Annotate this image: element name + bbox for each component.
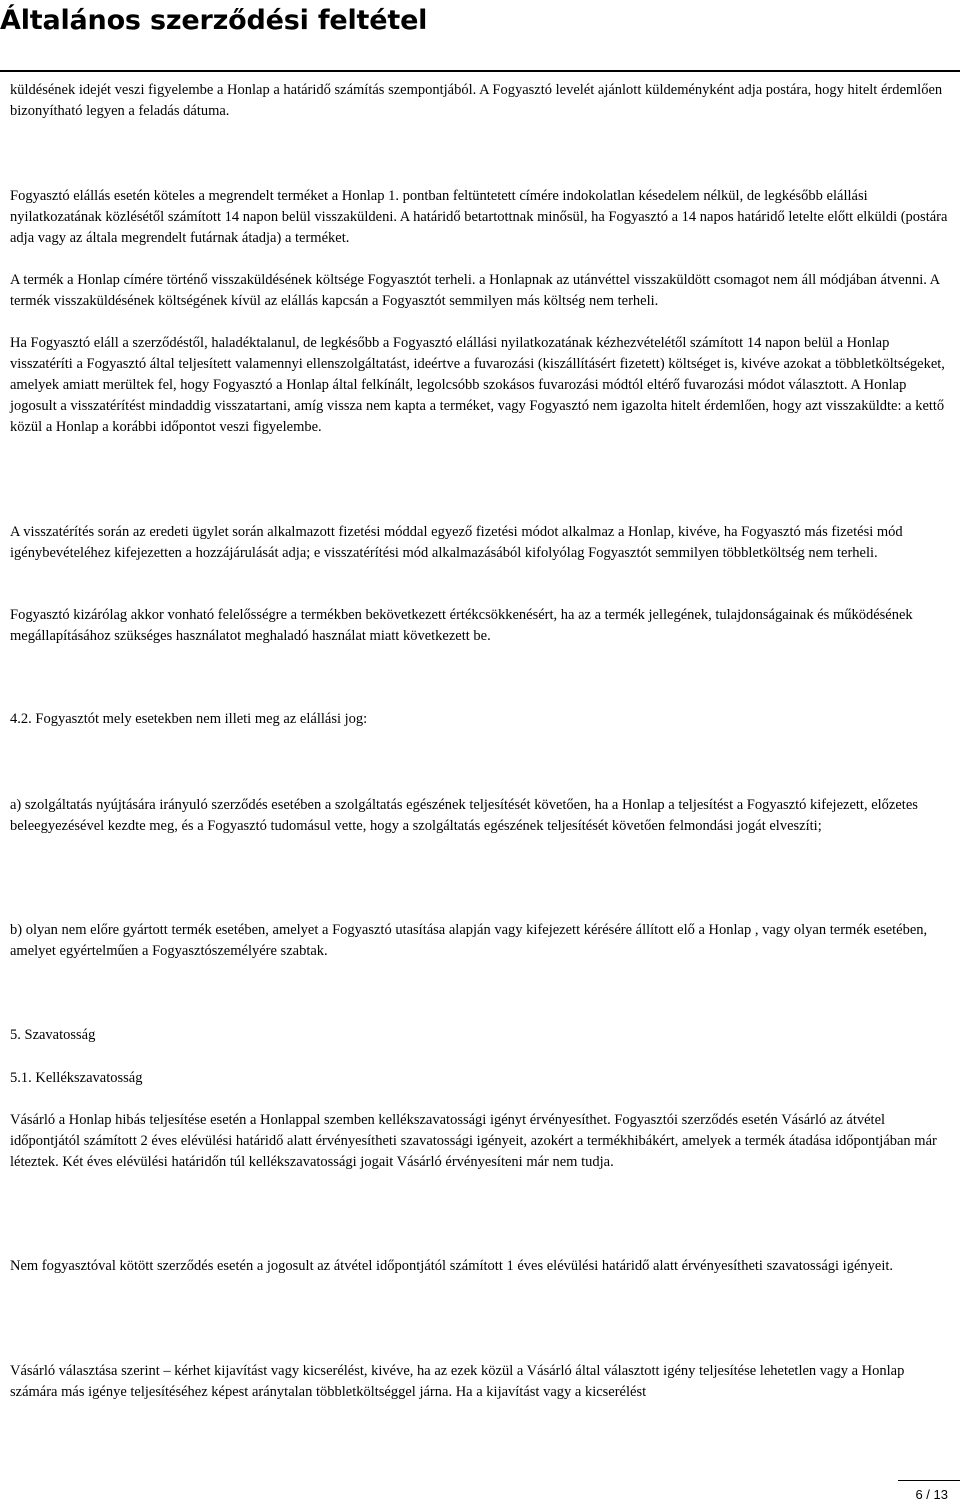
section-heading-5-1: 5.1. Kellékszavatosság [10,1070,143,1086]
list-item-a: a) szolgáltatás nyújtására irányuló szerződés esetében a szolgáltatás egészének teljesítését követően, ha a Honlap a teljesítést a Fogyasztó kifejezett, előzetes beleegyezésével kezdte meg, és a Fogyasztó tudomásul vette, hogy a szolgáltatás egészének teljesítését követően felmondási jogát elveszíti; [10,797,918,834]
footer-divider [898,1480,960,1481]
paragraph-return-timing: küldésének idejét veszi figyelembe a Honlap a határidő számítás szempontjából. A Fogyasztó levelét ajánlott küldeményként adja postára, hogy hitelt érdemlően bizonyítható legyen a feladás dátuma. [10,82,943,119]
header-divider [0,70,960,72]
paragraph-liability: Fogyasztó kizárólag akkor vonható felelősségre a termékben bekövetkezett értékcsökkenésért, ha az a termék jellegének, tulajdonságainak és működésének megállapításához szükséges használatot meghaladó használat miatt következett be. [10,607,913,644]
paragraph-warranty: Vásárló a Honlap hibás teljesítése esetén a Honlappal szemben kellékszavatossági igényt érvényesíthet. Fogyasztói szerződés esetén Vásárló az átvétel időpontjától számított 2 éves elévülési határidő alatt érvényesítheti szavatossági igényeit, azokért a termékhibákért, amelyek a termék átadása időpontjában már léteztek. Két éves elévülési határidőn túl kellékszavatossági jogait Vásárló érvényesíteni már nem tudja. [10,1112,937,1170]
section-heading-4-2: 4.2. Fogyasztót mely esetekben nem illeti meg az elállási jog: [10,711,368,727]
paragraph-buyer-choice: Vásárló választása szerint – kérhet kijavítást vagy kicserélést, kivéve, ha az ezek közül a Vásárló által választott igény teljesítése lehetetlen vagy a Honlap számára más igénye teljesítéséhez képest aránytalan többletköltséggel járna. Ha a kijavítást vagy a kicserélést [10,1363,905,1400]
paragraph-non-consumer: Nem fogyasztóval kötött szerződés esetén a jogosult az átvétel időpontjától számított 1 éves elévülési határidő alatt érvényesítheti szavatossági igényeit. [10,1258,894,1274]
section-heading-5: 5. Szavatosság [10,1027,96,1043]
paragraph-refund-method: A visszatérítés során az eredeti ügylet során alkalmazott fizetési móddal egyező fizetési módot alkalmaz a Honlap, kivéve, ha Fogyasztó más fizetési mód igénybevételéhez kifejezetten a hozzájárulását adja; e visszatérítési mód alkalmazásából kifolyólag Fogyasztót semmilyen többletköltség nem terheli. [10,524,903,561]
document-title: Általános szerződési feltétel [0,5,428,36]
paragraph-refund: Ha Fogyasztó eláll a szerződéstől, haladéktalanul, de legkésőbb a Fogyasztó elállási nyilatkozatának kézhezvételétől számított 14 napon belül a Honlap visszatéríti a Fogyasztó által teljesített valamennyi ellenszolgáltatást, ideértve a fuvarozási (kiszállításért fizetett) költséget is, kivéve azokat a többletköltségeket, amelyek amiatt merültek fel, hogy Fogyasztó a Honlap által felkínált, legolcsóbb szokásos fuvarozási módtól eltérő fuvarozási módot választott. A Honlap jogosult a visszatérítést mindaddig visszatartani, amíg vissza nem kapta a terméket, vagy Fogyasztó nem igazolta hitelt érdemlően, hogy azt visszaküldte: a kettő közül a Honlap a korábbi időpontot veszi figyelembe. [10,335,945,435]
list-item-b: b) olyan nem előre gyártott termék esetében, amelyet a Fogyasztó utasítása alapján vagy kifejezett kérésére állított elő a Honlap , vagy olyan termék esetében, amelyet egyértelműen a Fogyasztószemélyére szabtak. [10,922,928,959]
paragraph-return-obligation: Fogyasztó elállás esetén köteles a megrendelt terméket a Honlap 1. pontban feltüntetett címére indokolatlan késedelem nélkül, de legkésőbb elállási nyilatkozatának közlésétől számított 14 napon belül visszaküldeni. A határidő betartottnak minősül, ha Fogyasztó a 14 napos határidő letelte előtt elküldi (postára adja vagy az általa megrendelt futárnak átadja) a terméket. [10,188,948,246]
page-number: 6 / 13 [915,1487,948,1502]
paragraph-return-cost: A termék a Honlap címére történő visszaküldésének költsége Fogyasztót terheli. a Honlapnak az utánvéttel visszaküldött csomagot nem áll módjában átvenni. A termék visszaküldésének költségének kívül az elállás kapcsán a Fogyasztót semmilyen más költség nem terheli. [10,272,940,309]
page-header [0,0,960,78]
